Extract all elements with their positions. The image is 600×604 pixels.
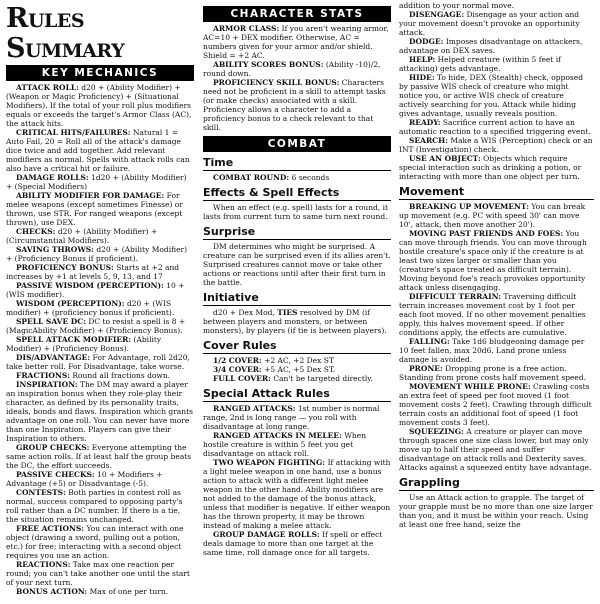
stat-entry-term: ABILITY SCORES BONUS:: [213, 60, 324, 69]
special-attack-entry: [203, 431, 391, 458]
key-mechanics-list: [6, 83, 194, 596]
movement-entry: [399, 364, 594, 382]
rule-entry: [6, 299, 194, 317]
rule-entry: [6, 524, 194, 560]
column-2: [203, 0, 391, 600]
rule-entry-term: PROFICIENCY BONUS:: [16, 263, 114, 272]
rule-entry-term: DIS/ADVANTAGE:: [16, 353, 91, 362]
column-1: [6, 4, 194, 604]
special-attack-entry: [203, 530, 391, 557]
rule-entry: [6, 317, 194, 335]
section-combat: COMBAT: [203, 136, 391, 152]
special-attack-entry-term: RANGED ATTACKS IN MELEE:: [213, 431, 342, 440]
initiative-text: d20 + Dex Mod, TIES resolved by DM (if between players and monsters, or between monsters), by players (if tie is between players).: [203, 308, 387, 335]
special-attack-entry: [203, 404, 391, 431]
rule-entry-term: INSPIRATION:: [16, 380, 78, 389]
rule-entry: [6, 281, 194, 299]
cover-entry-desc: +5 AC, +5 Dex ST.: [261, 365, 336, 374]
rule-entry-desc: Take max one reaction per round; you can't take another one until the start of your next turn.: [6, 560, 190, 587]
cover-entry-term: 3/4 COVER:: [213, 365, 262, 374]
rule-entry-desc: Max of one per turn.: [87, 587, 169, 596]
rule-entry: [6, 191, 194, 227]
rule-entry-term: CONTESTS:: [16, 488, 66, 497]
stat-entry-term: PROFICIENCY SKILL BONUS:: [213, 78, 340, 87]
movement-entry-term: FALLING:: [409, 337, 450, 346]
action-entry-term: USE AN OBJECT:: [409, 154, 481, 163]
rule-entry-desc: Starts at +2 and increases by +1 at levels 5, 9, 13, and 17: [6, 263, 180, 281]
subheading-time: Time: [203, 156, 391, 171]
movement-entry-term: PRONE:: [409, 364, 443, 373]
rule-entry: [6, 245, 194, 263]
action-entry-term: SEARCH:: [409, 136, 449, 145]
movement-entry: [399, 337, 594, 364]
rule-entry-desc: d20 + (Ability Modifier) + (Proficiency Bonus if proficient).: [6, 245, 188, 263]
rule-entry-desc: The DM may award a player an inspiration bonus when they role-play their character, as defined by its personality traits, ideals, bonds and flaws. Inspiration which grants advantage on one roll. You can never have more than one Inspiration. Players can give their Inspiration to others.: [6, 380, 193, 443]
action-entry: [399, 136, 594, 154]
rule-entry-desc: 1d20 + (Ability Modifier) + (Special Modifiers): [6, 173, 187, 191]
special-attack-entry-term: GROUP DAMAGE ROLLS:: [213, 530, 320, 539]
rule-entry-desc: Everyone attempting the same action rolls. If at least half the group beats the DC, the effort succeeds.: [6, 443, 192, 470]
movement-entry: [399, 382, 594, 427]
action-entry-desc: Make a WIS (Perception) check or an INT (Investigation) check.: [399, 136, 593, 154]
rule-entry-desc: d20 + (WIS modifier) + (proficiency bonus if proficient).: [6, 299, 175, 317]
stat-entry: [203, 24, 391, 60]
rule-entry-term: PASSIVE WISDOM (PERCEPTION):: [16, 281, 164, 290]
rule-entry-desc: You can interact with one object (drawing a sword, pulling out a potion, etc.) for free; interacting with a second object requires you use an action.: [6, 524, 184, 560]
subheading-surprise: Surprise: [203, 225, 391, 240]
cover-entry-desc: +2 AC, +2 Dex ST: [261, 356, 334, 365]
rule-entry-term: SAVING THROWS:: [16, 245, 94, 254]
action-entry-desc: Imposes disadvantage on attackers, advantage on DEX saves.: [399, 37, 583, 55]
action-entry: [399, 37, 594, 55]
rule-entry-term: GROUP CHECKS:: [16, 443, 90, 452]
action-entry-term: READY:: [409, 118, 441, 127]
rule-entry-desc: Both parties in contest roll as normal, success compared to opposing party's roll rather than a DC number. If there is a tie, the situation remains unchanged.: [6, 488, 183, 524]
movement-entry-desc: Traversing difficult terrain increases movement cost by 1 foot per each foot moved. If no other movement penalties apply, this halves movement speed. If other conditions apply, the effects are cumulative.: [399, 292, 586, 337]
column-3: [399, 0, 594, 600]
rule-entry-desc: For Advantage, roll 2d20, take better roll. For Disadvantage, take worse.: [6, 353, 190, 371]
cover-entry-term: 1/2 COVER:: [213, 356, 262, 365]
rule-entry-desc: DC to resist a spell is 8 + (MagicAbility Modifier) + (Proficiency Bonus).: [6, 317, 186, 335]
rule-entry: [6, 371, 194, 380]
action-entry-desc: Disengage as your action and your movement doesn't provoke an opportunity attack.: [399, 10, 580, 37]
action-entry: [399, 10, 594, 37]
rule-entry: [6, 587, 194, 596]
stat-entry-desc: Characters need not be proficient in a skill to attempt tasks (or make checks) associated with a skill. Proficiency allows a character to add a proficiency bonus to a check relevant to that skill.: [203, 78, 386, 132]
movement-entry-desc: Take 1d6 bludgeoning damage per 10 feet fallen, max 20d6. Land prone unless damage is avoided.: [399, 337, 585, 364]
action-entry: [399, 73, 594, 118]
action-entry-term: DISENGAGE:: [409, 10, 465, 19]
stat-entry-desc: If you aren't wearing armor, AC=10 + DEX modifier. Otherwise, AC = numbers given for your armor and/or shield. Shield = +2 AC.: [203, 24, 389, 60]
rule-entry-desc: For melee weapons (except sometimes Finesse) or thrown, use STR. For ranged weapons (except thrown), use DEX.: [6, 191, 183, 227]
actions-list: [399, 10, 594, 181]
stat-entry: [203, 78, 391, 132]
cover-entry-desc: Can't be targeted directly.: [270, 374, 373, 383]
rule-entry: [6, 83, 194, 128]
action-entry: [399, 55, 594, 73]
rule-entry: [6, 560, 194, 587]
rule-entry: [6, 353, 194, 371]
rule-entry-desc: Round all fractions down.: [70, 371, 171, 380]
action-entry-term: HIDE:: [409, 73, 435, 82]
movement-entry: [399, 202, 594, 229]
subheading-grappling: Grappling: [399, 476, 594, 491]
action-entry: [399, 118, 594, 136]
section-character-stats: CHARACTER STATS: [203, 6, 391, 22]
rule-entry-term: ATTACK ROLL:: [16, 83, 79, 92]
movement-entry: [399, 292, 594, 337]
continued-text: addition to your normal move.: [399, 1, 515, 10]
stat-entry: [203, 60, 391, 78]
special-attack-entry-desc: If attacking with a light melee weapon in one hand, use a bonus action to attack with a different light melee weapon in the other hand. Ability modifiers are not added to the damage of the bonus attack, unless that modifier is negative. If either weapon has the thrown property, it may be thrown instead of making a melee attack.: [203, 458, 391, 530]
rule-entry: [6, 263, 194, 281]
rule-entry-term: CRITICAL HITS/FAILURES:: [16, 128, 131, 137]
rule-entry-term: WISDOM (PERCEPTION):: [16, 299, 125, 308]
rule-entry-desc: 10 + Modifiers + Advantage (+5) or Disadvantage (-5).: [6, 470, 163, 488]
combat-round: COMBAT ROUND: 6 seconds: [213, 173, 330, 182]
section-key-mechanics: KEY MECHANICS: [6, 65, 194, 81]
rule-entry-term: DAMAGE ROLLS:: [16, 173, 89, 182]
special-attack-entry-desc: 1st number is normal range, 2nd is long range — you roll with disadvantage at long range.: [203, 404, 380, 431]
rule-entry: [6, 380, 194, 443]
surprise-text: DM determines who might be surprised. A creature can be surprised even if its allies aren't. Surprised creatures cannot move or take other actions or reactions until after their first turn in the battle.: [203, 242, 391, 287]
action-entry-desc: Objects which require special interaction such as drinking a potion, or interacting with more than one object per turn.: [399, 154, 582, 181]
movement-entry-desc: A creature or player can move through spaces one size class lower, but may only move up to half their speed and suffer disadvantage on attack rolls and Dexterity saves. Attacks against a squeezed entity have advantage.: [399, 427, 592, 472]
rule-entry-term: SPELL ATTACK MODIFIER:: [16, 335, 132, 344]
rule-entry: [6, 470, 194, 488]
rule-entry-term: PASSIVE CHECKS:: [16, 470, 95, 479]
subheading-movement: Movement: [399, 185, 594, 200]
rule-entry: [6, 227, 194, 245]
rule-entry-term: ABILITY MODIFIER FOR DAMAGE:: [16, 191, 165, 200]
movement-entry-desc: You can move through friends. You can move through hostile creature's space only if the creature is at least two sizes larger or smaller than you (creature's space treated as difficult terrain). Moving beyond foe's reach provokes opportunity attack unless disengaging.: [399, 229, 587, 292]
page-title: Rules Summary: [6, 4, 125, 64]
action-entry-desc: To hide, DEX (Stealth) check, opposed by passive WIS check of creature who might notice you, or active WIS check of creature actively searching for you. Attack while hiding gives advantage, usually reveals position.: [399, 73, 583, 118]
movement-entry-desc: Dropping prone is a free action. Standing from prone costs half movement speed.: [399, 364, 587, 382]
movement-entry: [399, 229, 594, 292]
grappling-text: Use an Attack action to grapple. The target of your grapple must be no more than one size larger than you, and it must be within your reach. Using at least one free hand, seize the: [399, 493, 593, 529]
stat-entry-term: ARMOR CLASS:: [213, 24, 280, 33]
rule-entry-term: FRACTIONS:: [16, 371, 71, 380]
special-attack-entry-term: TWO WEAPON FIGHTING:: [213, 458, 326, 467]
action-entry-desc: Helped creature (within 5 feet if attacking) gets advantage.: [399, 55, 561, 73]
character-stats-list: [203, 24, 391, 132]
movement-entry-desc: You can break up movement (e.g. PC with speed 30' can move 10', attack, then move another 20').: [399, 202, 586, 229]
subheading-initiative: Initiative: [203, 291, 391, 306]
special-attack-entry-term: RANGED ATTACKS:: [213, 404, 296, 413]
movement-entry-term: DIFFICULT TERRAIN:: [409, 292, 501, 301]
movement-entry-desc: Crawling costs an extra feet of speed per foot moved (1 foot movement costs 2 feet). Crawling through difficult terrain costs an additional foot of speed (1 foot movement costs 3 feet).: [399, 382, 592, 427]
rule-entry: [6, 443, 194, 470]
rule-entry-desc: d20 + (Ability Modifier) + (Weapon or Magic Proficiency) + (Situational Modifiers). If the total of your roll plus modifiers equals or exceeds the target's Armor Class (AC), the attack hits.: [6, 83, 192, 128]
movement-list: [399, 202, 594, 472]
effects-text: When an effect (e.g. spell) lasts for a round, it lasts from current turn to same turn next round.: [203, 203, 389, 221]
rule-entry-term: SPELL SAVE DC:: [16, 317, 87, 326]
cover-entry-term: FULL COVER:: [213, 374, 271, 383]
special-attack-entry-desc: When hostile creature is within 5 feet you get disadvantage on attack roll.: [203, 431, 367, 458]
rule-entry-desc: d20 + (Ability Modifier) + (Circumstantial Modifiers).: [6, 227, 158, 245]
cover-entry: [203, 374, 391, 383]
special-attack-entry-desc: If spell or effect deals damage to more than one target at the same time, roll damage once for all targets.: [203, 530, 383, 557]
rule-entry-desc: Natural 1 = Auto Fail, 20 = Roll all of the attack's damage dice twice and add together. Add relevant modifiers as normal. Spells with attack rolls can also have a critical hit or failure.: [6, 128, 190, 173]
rule-entry-term: CHECKS:: [16, 227, 56, 236]
cover-entry: [203, 356, 391, 365]
subheading-effects: Effects & Spell Effects: [203, 186, 391, 201]
movement-entry-term: SQUEEZING:: [409, 427, 464, 436]
rule-entry-desc: 10 + (WIS modifier).: [6, 281, 185, 299]
action-entry-desc: Sacrifice current action to have an automatic reaction to a specified triggering event.: [399, 118, 591, 136]
movement-entry-term: BREAKING UP MOVEMENT:: [409, 202, 529, 211]
rule-entry: [6, 128, 194, 173]
subheading-special-attacks: Special Attack Rules: [203, 387, 391, 402]
subheading-cover: Cover Rules: [203, 339, 391, 354]
rule-entry-term: REACTIONS:: [16, 560, 71, 569]
rule-entry-term: FREE ACTIONS:: [16, 524, 85, 533]
rule-entry: [6, 335, 194, 353]
rule-entry-term: BONUS ACTION:: [16, 587, 88, 596]
rule-entry: [6, 173, 194, 191]
movement-entry: [399, 427, 594, 472]
cover-list: [203, 356, 391, 383]
stat-entry-desc: (Ability -10)/2, round down.: [203, 60, 381, 78]
rule-entry: [6, 488, 194, 524]
movement-entry-term: MOVEMENT WHILE PRONE:: [409, 382, 531, 391]
special-attack-entry: [203, 458, 391, 530]
movement-entry-term: MOVING PAST FRIENDS AND FOES:: [409, 229, 564, 238]
action-entry: [399, 154, 594, 181]
action-entry-term: HELP:: [409, 55, 436, 64]
action-entry-term: DODGE:: [409, 37, 444, 46]
cover-entry: [203, 365, 391, 374]
special-attack-list: [203, 404, 391, 557]
rule-entry-desc: (Ability Modifier) + (Proficiency Bonus).: [6, 335, 162, 353]
